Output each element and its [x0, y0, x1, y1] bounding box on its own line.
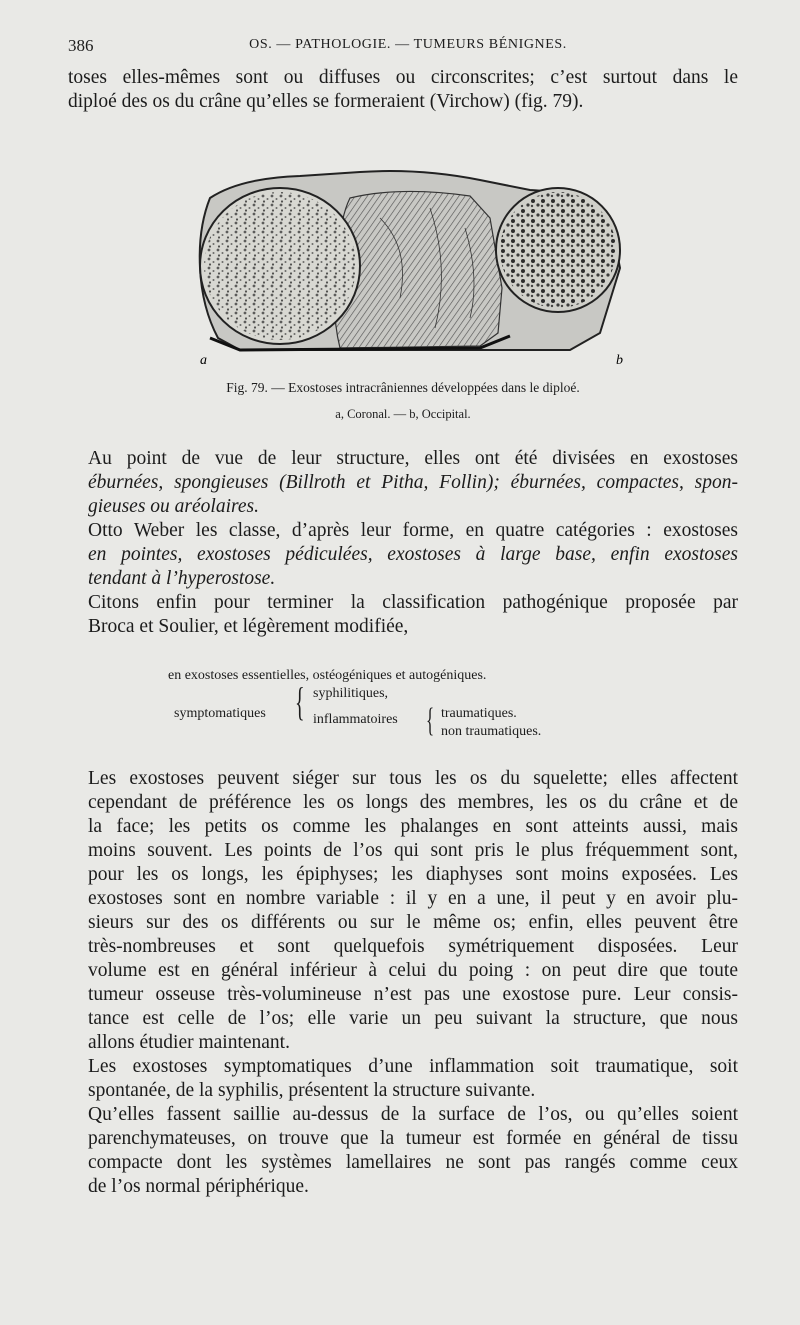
non-traumatic-category: non traumatiques.: [441, 724, 542, 739]
text-line: Les exostoses symptomatiques d’une inflammation soit traumatique, soit: [88, 1056, 738, 1077]
text-line: parenchymateuses, on trouve que la tumeur est formée en général de tissu: [88, 1128, 738, 1149]
text-line: Broca et Soulier, et légèrement modifiée,: [88, 616, 409, 637]
text-line: sieurs sur des os différents ou sur le même os; enfin, elles peuvent être: [88, 912, 738, 933]
running-head: OS. — PATHOLOGIE. — TUMEURS BÉNIGNES.: [249, 37, 567, 52]
page-number: 386: [68, 36, 94, 55]
text-line: la face; les petits os comme les phalanges en sont atteints aussi, mais: [88, 816, 738, 837]
figure-caption: Fig. 79. — Exostoses intracrâniennes développées dans le diploé.: [226, 380, 580, 395]
classification-block: [68, 668, 738, 748]
text-line: gieuses ou aréolaires.: [88, 496, 259, 517]
figure-legend: a, Coronal. — b, Occipital.: [335, 407, 471, 421]
text-line: diploé des os du crâne qu’elles se formeraient (Virchow) (fig. 79).: [68, 91, 584, 112]
figure-label-a: a: [200, 353, 207, 368]
symptomatic-category: symptomatiques: [174, 706, 266, 721]
page-header: [68, 36, 748, 58]
text-line: toses elles-mêmes sont ou diffuses ou circonscrites; c’est surtout dans le: [68, 67, 738, 88]
traumatic-category: traumatiques.: [441, 706, 517, 721]
text-line: en pointes, exostoses pédiculées, exostoses à large base, enfin exostoses: [88, 544, 738, 565]
paragraph: [68, 519, 738, 591]
text-line: Otto Weber les classe, d’après leur forme, en quatre catégories : exostoses: [88, 520, 738, 541]
intro-paragraph: [68, 66, 738, 114]
text-line: de l’os normal périphérique.: [88, 1176, 309, 1197]
text-line: pour les os longs, les épiphyses; les diaphyses sont moins exposées. Les: [88, 864, 738, 885]
text-line: Les exostoses peuvent siéger sur tous les os du squelette; elles affectent: [88, 768, 738, 789]
text-line: tendant à l’hyperostose.: [88, 568, 276, 589]
figure-label-b: b: [616, 353, 623, 368]
paragraph: [68, 1055, 738, 1103]
syphilitic-category: syphilitiques,: [313, 686, 389, 701]
figure-79-engraving: [180, 158, 640, 368]
text-line: tumeur osseuse très-volumineuse n’est pas une exostose pure. Leur consis-: [88, 984, 738, 1005]
brace: {: [295, 679, 305, 724]
text-line: spontanée, de la syphilis, présentent la structure suivante.: [88, 1080, 536, 1101]
text-line: cependant de préférence les os longs des membres, les os du crâne et de: [88, 792, 738, 813]
paragraph: [68, 1103, 738, 1199]
structure-section: [68, 447, 738, 639]
text-line: moins souvent. Les points de l’os qui sont pris le plus fréquemment sont,: [88, 840, 738, 861]
skull-section-engraving: [180, 158, 640, 368]
brace: {: [426, 702, 435, 739]
text-line: Au point de vue de leur structure, elles ont été divisées en exostoses: [88, 448, 738, 469]
text-line: Citons enfin pour terminer la classification pathogénique proposée par: [88, 592, 738, 613]
text-line: très-nombreuses et sont quelquefois symétriquement disposées. Leur: [88, 936, 738, 957]
paragraph: [68, 447, 738, 519]
text-line: tance est celle de l’os; elle varie un peu suivant la structure, que nous: [88, 1008, 738, 1029]
inflammatory-category: inflammatoires: [313, 712, 398, 727]
text-line: Qu’elles fassent saillie au-dessus de la surface de l’os, ou qu’elles soient: [88, 1104, 738, 1125]
paragraph: [68, 767, 738, 1055]
text-line: éburnées, spongieuses (Billroth et Pitha, Follin); éburnées, compactes, spon-: [88, 472, 738, 493]
paragraph: [68, 591, 738, 639]
main-section: [68, 767, 738, 1199]
essential-category: en exostoses essentielles, ostéogéniques et autogéniques.: [168, 668, 487, 683]
text-line: allons étudier maintenant.: [88, 1032, 290, 1053]
text-line: compacte dont les systèmes lamellaires ne sont pas rangés comme ceux: [88, 1152, 738, 1173]
text-line: exostoses sont en nombre variable : il y en a une, il peut y en avoir plu-: [88, 888, 738, 909]
text-line: volume est en général inférieur à celui du poing : on peut dire que toute: [88, 960, 738, 981]
